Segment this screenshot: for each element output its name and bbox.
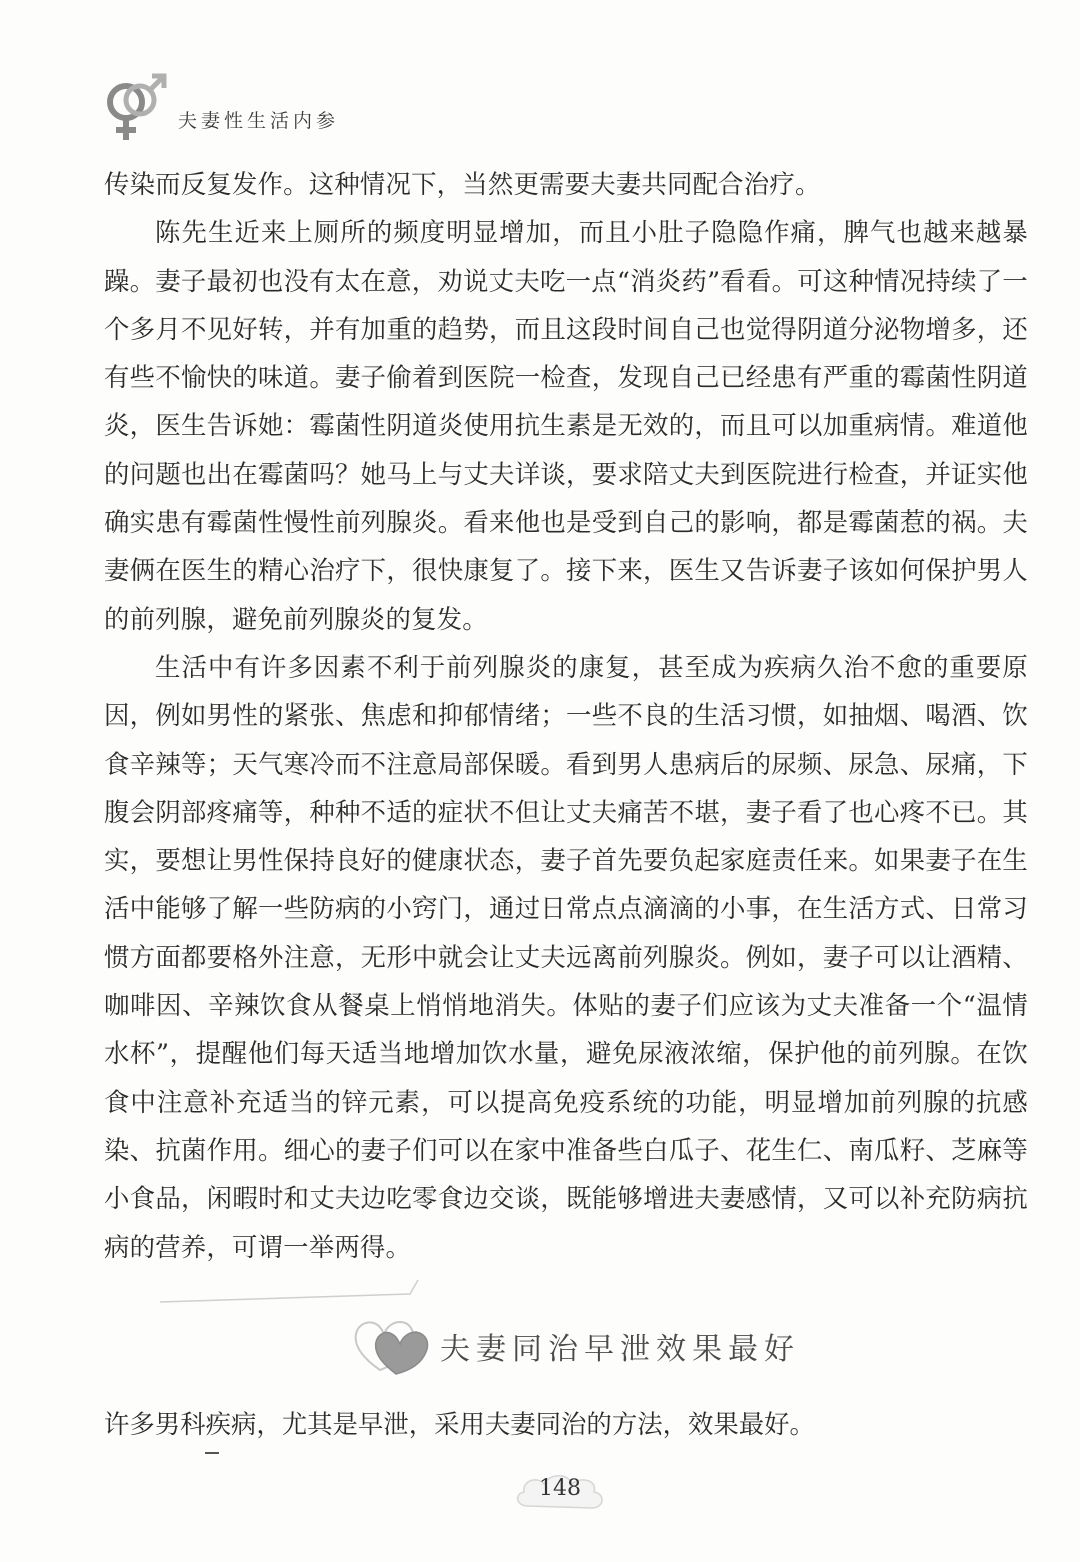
ink-mark — [205, 1452, 219, 1454]
body-text — [104, 160, 1028, 1271]
section-first-line: 许多男科疾病，尤其是早泄，采用夫妻同治的方法，效果最好。 — [104, 1409, 815, 1439]
paragraph-3: 生活中有许多因素不利于前列腺炎的康复，甚至成为疾病久治不愈的重要原因，例如男性的紧张、焦虑和抑郁情绪；一些不良的生活习惯，如抽烟、喝酒、饮食辛辣等；天气寒冷而不注意局部保暖。看到男人患病后的尿频、尿急、尿痛，下腹会阴部疼痛等，种种不适的症状不但让丈夫痛苦不堪，妻子看了也心疼不已。其实，要想让男性保持良好的健康状态，妻子首先要负起家庭责任来。如果妻子在生活中能够了解一些防病的小窍门，通过日常点点滴滴的小事，在生活方式、日常习惯方面都要格外注意，无形中就会让丈夫远离前列腺炎。例如，妻子可以让酒精、咖啡因、辛辣饮食从餐桌上悄悄地消失。体贴的妻子们应该为丈夫准备一个“温情水杯”，提醒他们每天适当地增加饮水量，避免尿液浓缩，保护他的前列腺。在饮食中注意补充适当的锌元素，可以提高免疫系统的功能，明显增加前列腺的抗感染、抗菌作用。细心的妻子们可以在家中准备些白瓜子、花生仁、南瓜籽、芝麻等小食品，闲暇时和丈夫边吃零食边交谈，既能够增进夫妻感情，又可以补充防病抗病的营养，可谓一举两得。 — [104, 651, 1028, 1262]
paragraph-1: 传染而反复发作。这种情况下，当然更需要夫妻共同配合治疗。 — [104, 169, 821, 199]
section-title: 夫妻同治早泄效果最好 — [440, 1332, 800, 1367]
heart-icon — [350, 1308, 436, 1378]
book-title: 夫妻性生活内参 — [178, 110, 340, 132]
gender-symbols-icon — [100, 70, 170, 146]
divider-line — [160, 1276, 420, 1306]
running-header — [100, 70, 500, 150]
section-heading — [350, 1308, 810, 1378]
page-number-badge — [510, 1466, 610, 1518]
paragraph-2: 陈先生近来上厕所的频度明显增加，而且小肚子隐隐作痛，脾气也越来越暴躁。妻子最初也没有太在意，劝说丈夫吃一点“消炎药”看看。可这种情况持续了一个多月不见好转，并有加重的趋势，而且这段时间自己也觉得阴道分泌物增多，还有些不愉快的味道。妻子偷着到医院一检查，发现自己已经患有严重的霉菌性阴道炎，医生告诉她：霉菌性阴道炎使用抗生素是无效的，而且可以加重病情。难道他的问题也出在霉菌吗？她马上与丈夫详谈，要求陪丈夫到医院进行检查，并证实他确实患有霉菌性慢性前列腺炎。看来他也是受到自己的影响，都是霉菌惹的祸。夫妻俩在医生的精心治疗下，很快康复了。接下来，医生又告诉妻子该如何保护男人的前列腺，避免前列腺炎的复发。 — [104, 217, 1028, 634]
page-number: 148 — [539, 1476, 581, 1501]
